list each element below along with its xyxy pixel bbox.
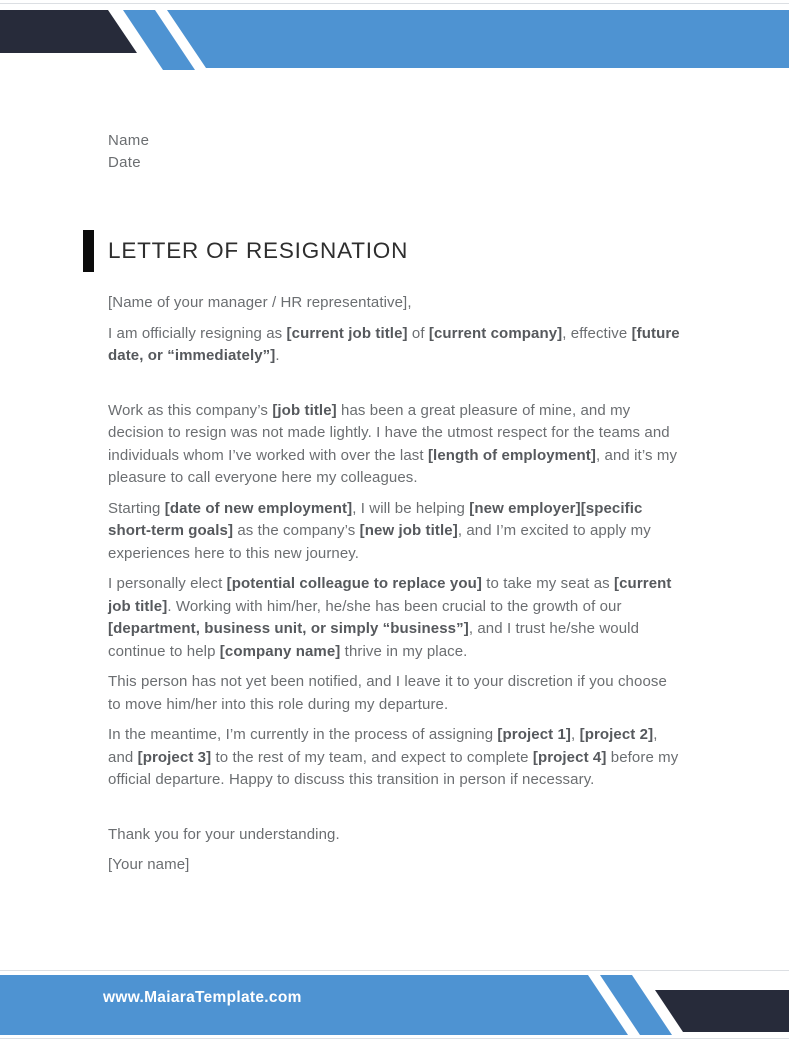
paragraph [108, 724, 683, 792]
name-label: Name [108, 132, 150, 149]
paragraph [108, 824, 683, 847]
text-segment: as the company’s [233, 522, 360, 539]
text-segment: , and I trust he/she would continue to help [108, 620, 640, 660]
text-segment: to take my seat as [481, 575, 615, 592]
placeholder-text: [new job title] [359, 522, 458, 539]
title-accent-bar [83, 230, 94, 272]
footer-blue-bar [0, 975, 628, 1035]
text-segment: , and I’m excited to apply my experiences here to this new journey. [108, 522, 651, 562]
text-segment: I personally elect [108, 575, 227, 592]
text-segment: [Your name] [108, 856, 190, 873]
text-segment: , effective [562, 324, 632, 342]
text-segment: , and it’s my pleasure to call everyone here my colleagues. [108, 446, 678, 486]
paragraph [108, 854, 683, 877]
placeholder-text: [current company] [428, 324, 563, 342]
header-navy-shape [0, 10, 137, 53]
placeholder-text: [future date, or “immediately”] [108, 324, 680, 364]
text-segment: to the rest of my team, and expect to complete [211, 748, 533, 766]
placeholder-text: [project 3] [137, 748, 212, 766]
text-segment: has been a great pleasure of mine, and my decision to resign was not made lightly. I have the utmost respect for the teams and individuals whom I’ve worked with over the last [108, 401, 670, 464]
placeholder-text: [department, business unit, or simply “business”] [108, 620, 469, 637]
paragraph [108, 323, 683, 368]
placeholder-text: [current job title] [286, 324, 408, 342]
paragraph [108, 400, 683, 490]
text-segment: Starting [108, 499, 165, 517]
placeholder-text: [company name] [219, 642, 341, 660]
text-segment: . [275, 347, 280, 364]
text-segment: Thank you for your understanding. [108, 825, 340, 843]
paragraph [108, 498, 683, 566]
text-segment: In the meantime, I’m currently in the process of assigning [108, 726, 498, 743]
placeholder-text: [job title] [272, 401, 337, 419]
text-segment: This person has not yet been notified, and I leave it to your discretion if you choose to move him/her into this role during my departure. [108, 673, 667, 713]
placeholder-text: [new employer][specific short-term goals] [108, 499, 643, 539]
website-url: www.MaiaraTemplate.com [103, 989, 302, 1006]
text-segment: , [571, 726, 580, 743]
placeholder-text: [current job title] [108, 575, 672, 615]
placeholder-text: [project 1] [497, 726, 572, 743]
text-segment: Work as this company’s [108, 401, 273, 419]
page-title: LETTER OF RESIGNATION [108, 238, 409, 263]
text-segment: before my official departure. Happy to discuss this transition in person if necessary. [108, 748, 679, 788]
placeholder-text: [project 2] [579, 726, 654, 743]
placeholder-text: [length of employment] [427, 446, 596, 464]
text-segment: , I will be helping [352, 499, 470, 517]
placeholder-text: [date of new employment] [164, 499, 353, 517]
placeholder-text: [project 4] [532, 748, 607, 766]
document-title [83, 230, 408, 272]
text-segment: thrive in my place. [340, 642, 468, 660]
letter-body [108, 292, 683, 885]
paragraph [108, 292, 683, 315]
paragraph [108, 671, 683, 716]
decorative-line-bottom [0, 1038, 789, 1039]
header-blue-bar [167, 10, 789, 68]
header-banner-graphic [0, 0, 789, 80]
text-segment: . Working with him/her, he/she has been crucial to the growth of our [167, 597, 622, 615]
text-segment: , and [108, 726, 658, 766]
paragraph [108, 573, 683, 663]
footer-navy-shape [655, 990, 789, 1032]
text-segment: of [407, 324, 429, 342]
text-segment: [Name of your manager / HR representative], [108, 294, 412, 311]
letterhead [108, 130, 149, 174]
placeholder-text: [potential colleague to replace you] [226, 575, 482, 592]
date-label: Date [108, 154, 141, 171]
text-segment: I am officially resigning as [108, 324, 287, 342]
